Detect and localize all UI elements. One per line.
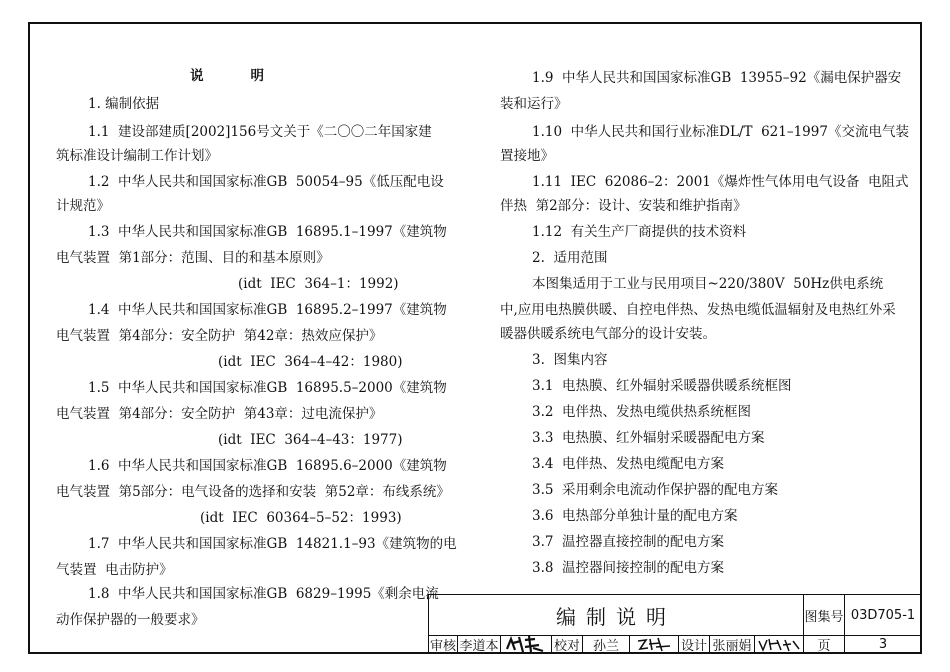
- text-line: 1.5 中华人民共和国国家标准GB 16895.5–2000《建筑物: [88, 380, 447, 396]
- list-item: 3.1 电热膜、红外辐射采暖器供暖系统框图: [532, 378, 792, 394]
- text-line: 1.11 IEC 62086–2：2001《爆炸性气体用电气设备 电阻式: [532, 174, 909, 190]
- text-line: 1.2 中华人民共和国国家标准GB 50054–95《低压配电设: [88, 174, 444, 190]
- text-line: 电气装置 第1部分：范围、目的和基本原则》: [56, 250, 330, 266]
- text-line: 1.9 中华人民共和国国家标准GB 13955–92《漏电保护器安: [532, 70, 902, 86]
- text-line: 计规范》: [56, 198, 110, 214]
- drawing-title: 编制说明: [428, 594, 804, 636]
- text-line: 电气装置 第5部分：电气设备的选择和安装 第52章：布线系统》: [56, 484, 450, 500]
- text-line: 1.3 中华人民共和国国家标准GB 16895.1–1997《建筑物: [88, 224, 447, 240]
- list-item: 3.5 采用剩余电流动作保护器的配电方案: [532, 482, 779, 498]
- signature-icon: [755, 635, 803, 654]
- checker-signature: [629, 635, 679, 654]
- text-line: (idt IEC 60364–5–52：1993): [200, 510, 402, 526]
- checker-name: 孙兰: [582, 635, 630, 654]
- list-item: 3.4 电伴热、发热电缆配电方案: [532, 456, 725, 472]
- text-line: (idt IEC 364–4–43：1977): [218, 432, 403, 448]
- text-line: 电气装置 第4部分：安全防护 第42章：热效应保护》: [56, 328, 383, 344]
- signature-icon: [501, 635, 551, 654]
- text-line: 筑标准设计编制工作计划》: [56, 148, 218, 164]
- text-line: 置接地》: [500, 148, 554, 164]
- list-item: 3.2 电伴热、发热电缆供热系统框图: [532, 404, 752, 420]
- section-heading: 2. 适用范围: [532, 250, 608, 266]
- section-heading: 1. 编制依据: [88, 96, 160, 112]
- text-line: 伴热 第2部分：设计、安装和维护指南》: [500, 198, 747, 214]
- list-item: 3.7 温控器直接控制的配电方案: [532, 534, 725, 550]
- text-line: 1.10 中华人民共和国行业标准DL/T 621–1997《交流电气装: [532, 124, 909, 140]
- text-line: (idt IEC 364–1：1992): [238, 276, 399, 292]
- text-line: 1.4 中华人民共和国国家标准GB 16895.2–1997《建筑物: [88, 302, 447, 318]
- design-label: 设计: [678, 635, 710, 654]
- text-line: 暖器供暖系统电气部分的设计安装。: [500, 326, 716, 342]
- reviewer-name: 李道本: [457, 635, 501, 654]
- review-label: 审核: [428, 635, 458, 654]
- section-heading: 3. 图集内容: [532, 352, 608, 368]
- signature-icon: [630, 635, 678, 654]
- text-line: 动作保护器的一般要求》: [56, 612, 205, 628]
- designer-signature: [754, 635, 804, 654]
- text-line: 电气装置 第4部分：安全防护 第43章：过电流保护》: [56, 406, 383, 422]
- page-number: 3: [844, 635, 922, 654]
- text-line: 1.1 建设部建质[2002]156号文关于《二〇〇二年国家建: [88, 124, 432, 140]
- page-label: 页: [803, 635, 845, 654]
- list-item: 3.3 电热膜、红外辐射采暖器配电方案: [532, 430, 765, 446]
- text-line: 装和运行》: [500, 96, 568, 112]
- text-line: 1.7 中华人民共和国国家标准GB 14821.1–93《建筑物的电: [88, 536, 457, 552]
- designer-name: 张丽娟: [709, 635, 755, 654]
- list-item: 3.6 电热部分单独计量的配电方案: [532, 508, 738, 524]
- atlas-number-label: 图集号: [803, 594, 845, 636]
- title-block: [428, 594, 922, 654]
- text-line: 1.6 中华人民共和国国家标准GB 16895.6–2000《建筑物: [88, 458, 447, 474]
- atlas-number: 03D705-1: [844, 594, 922, 636]
- text-line: (idt IEC 364–4–42：1980): [218, 354, 403, 370]
- text-line: 1.8 中华人民共和国国家标准GB 6829–1995《剩余电流: [88, 586, 439, 602]
- list-item: 3.8 温控器间接控制的配电方案: [532, 560, 725, 576]
- text-line: 1.12 有关生产厂商提供的技术资料: [532, 224, 747, 240]
- text-line: 中,应用电热膜供暖、自控电伴热、发热电缆低温辐射及电热红外采: [500, 302, 896, 318]
- text-line: 气装置 电击防护》: [56, 562, 173, 578]
- reviewer-signature: [500, 635, 552, 654]
- heading: 说 明: [190, 68, 264, 84]
- check-label: 校对: [551, 635, 583, 654]
- text-line: 本图集适用于工业与民用项目~220/380V 50Hz供电系统: [532, 276, 884, 292]
